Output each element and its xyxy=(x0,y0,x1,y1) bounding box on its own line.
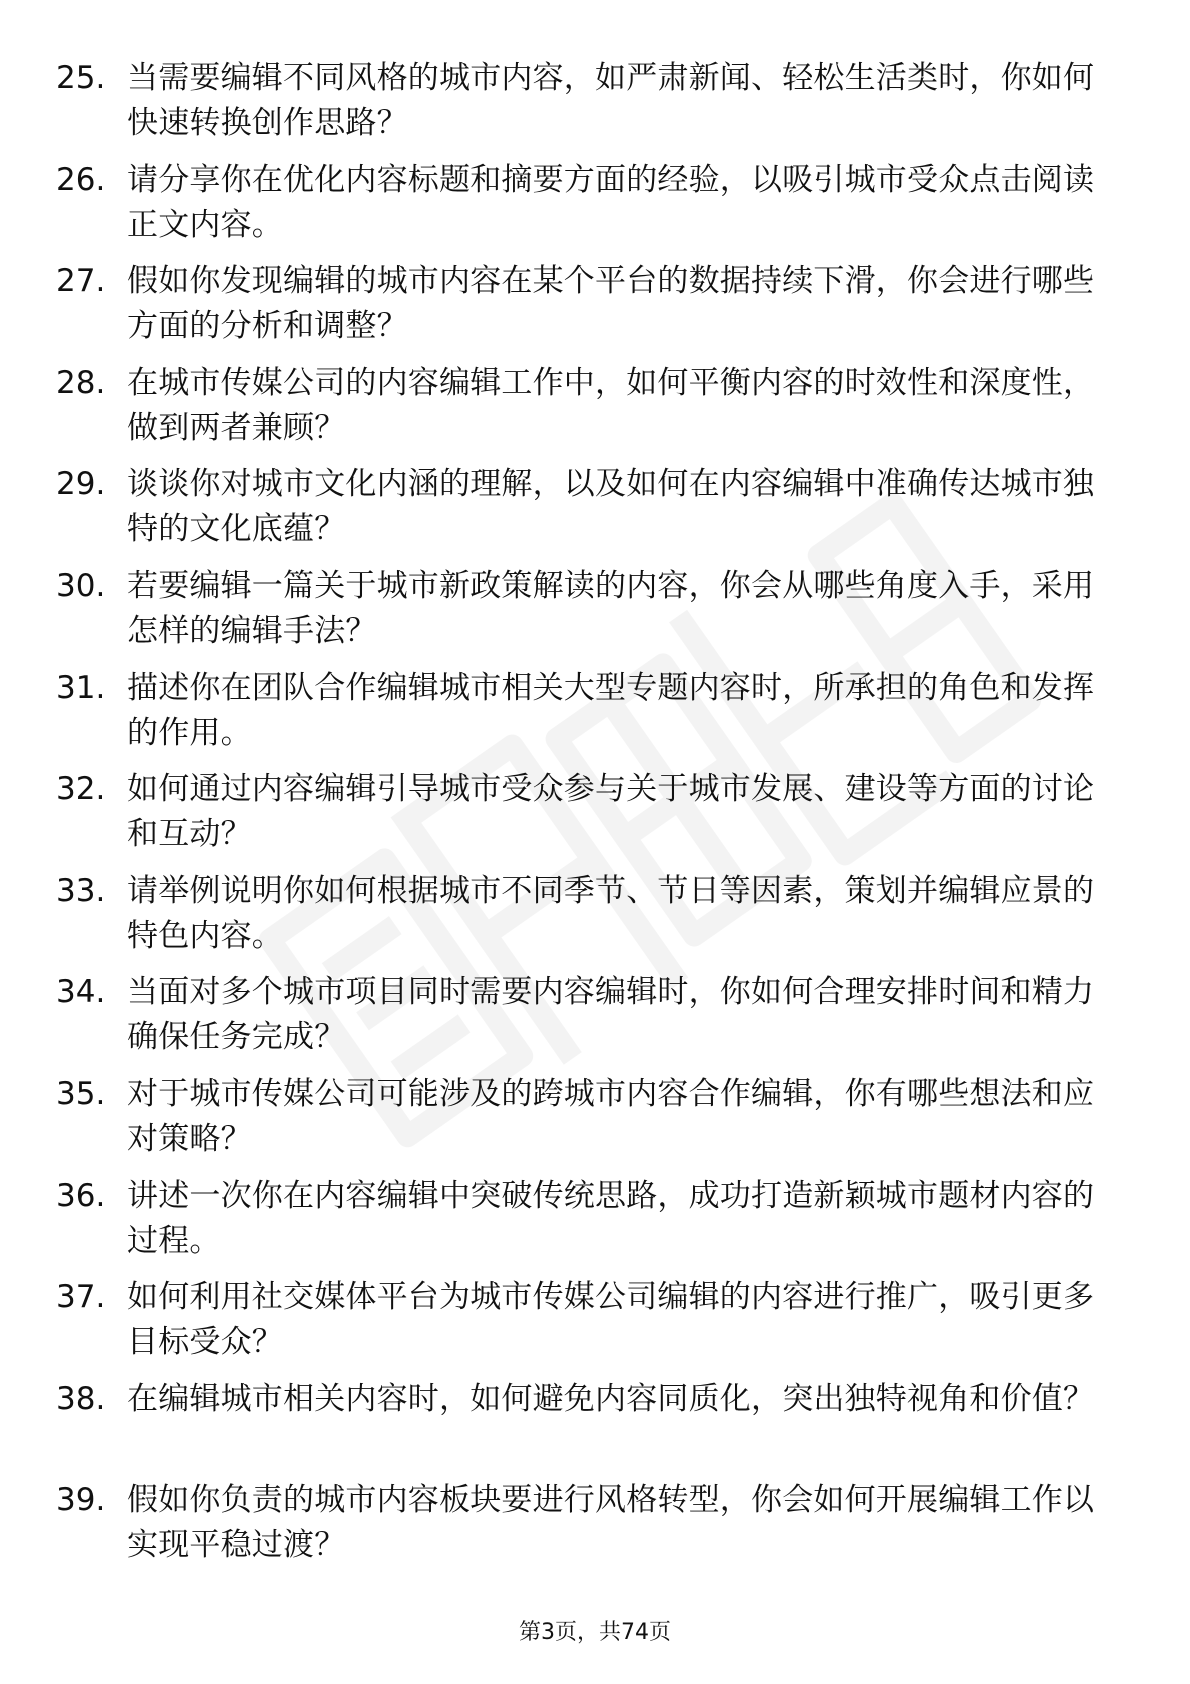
question-number: 37. xyxy=(56,1279,106,1316)
question-number: 34. xyxy=(56,974,106,1011)
question-text: 假如你负责的城市内容板块要进行风格转型，你会如何开展编辑工作以实现平稳过渡？ xyxy=(127,1482,1095,1564)
question-number: 26. xyxy=(56,161,106,198)
list-item xyxy=(0,1373,1190,1475)
question-number: 30. xyxy=(56,567,106,604)
question-text: 当面对多个城市项目同时需要内容编辑时，你如何合理安排时间和精力确保任务完成？ xyxy=(127,974,1095,1056)
list-item xyxy=(0,357,1190,459)
question-text: 在城市传媒公司的内容编辑工作中，如何平衡内容的时效性和深度性，做到两者兼顾？ xyxy=(127,364,1095,446)
question-number: 31. xyxy=(56,669,106,706)
list-item xyxy=(0,1068,1190,1170)
list-item xyxy=(0,662,1190,764)
question-number: 25. xyxy=(56,60,106,96)
list-item xyxy=(0,966,1190,1068)
list-item xyxy=(0,154,1190,256)
question-number: 39. xyxy=(56,1482,106,1519)
question-text: 假如你发现编辑的城市内容在某个平台的数据持续下滑，你会进行哪些方面的分析和调整？ xyxy=(127,263,1095,345)
question-text: 讲述一次你在内容编辑中突破传统思路，成功打造新颖城市题材内容的过程。 xyxy=(127,1177,1095,1259)
question-text: 描述你在团队合作编辑城市相关大型专题内容时，所承担的角色和发挥的作用。 xyxy=(127,669,1095,751)
list-item xyxy=(0,1271,1190,1373)
list-item xyxy=(0,52,1190,154)
question-number: 35. xyxy=(56,1075,106,1112)
question-number: 27. xyxy=(56,263,106,300)
question-number: 32. xyxy=(56,771,106,808)
question-text: 如何利用社交媒体平台为城市传媒公司编辑的内容进行推广，吸引更多目标受众？ xyxy=(127,1279,1095,1361)
list-item xyxy=(0,865,1190,967)
question-text: 若要编辑一篇关于城市新政策解读的内容，你会从哪些角度入手，采用怎样的编辑手法？ xyxy=(127,567,1095,649)
list-item xyxy=(0,255,1190,357)
question-number: 38. xyxy=(56,1380,106,1417)
list-item xyxy=(0,1170,1190,1272)
list-item xyxy=(0,458,1190,560)
question-text: 在编辑城市相关内容时，如何避免内容同质化，突出独特视角和价值？ xyxy=(127,1380,1095,1417)
question-text: 谈谈你对城市文化内涵的理解，以及如何在内容编辑中准确传达城市独特的文化底蕴？ xyxy=(127,466,1095,548)
question-number: 29. xyxy=(56,466,106,503)
question-text: 请举例说明你如何根据城市不同季节、节日等因素，策划并编辑应景的特色内容。 xyxy=(127,872,1095,954)
question-list xyxy=(0,52,1190,1576)
page-footer: 第3页，共74页 xyxy=(519,1620,671,1645)
question-number: 28. xyxy=(56,364,106,401)
list-item xyxy=(0,560,1190,662)
question-text: 如何通过内容编辑引导城市受众参与关于城市发展、建设等方面的讨论和互动？ xyxy=(127,771,1095,853)
question-text: 当需要编辑不同风格的城市内容，如严肃新闻、轻松生活类时，你如何快速转换创作思路？ xyxy=(127,60,1095,141)
question-text: 请分享你在优化内容标题和摘要方面的经验，以吸引城市受众点击阅读正文内容。 xyxy=(127,161,1095,243)
list-item xyxy=(0,763,1190,865)
question-number: 33. xyxy=(56,872,106,909)
list-item xyxy=(0,1474,1190,1576)
question-text: 对于城市传媒公司可能涉及的跨城市内容合作编辑，你有哪些想法和应对策略？ xyxy=(127,1075,1095,1157)
question-number: 36. xyxy=(56,1177,106,1214)
